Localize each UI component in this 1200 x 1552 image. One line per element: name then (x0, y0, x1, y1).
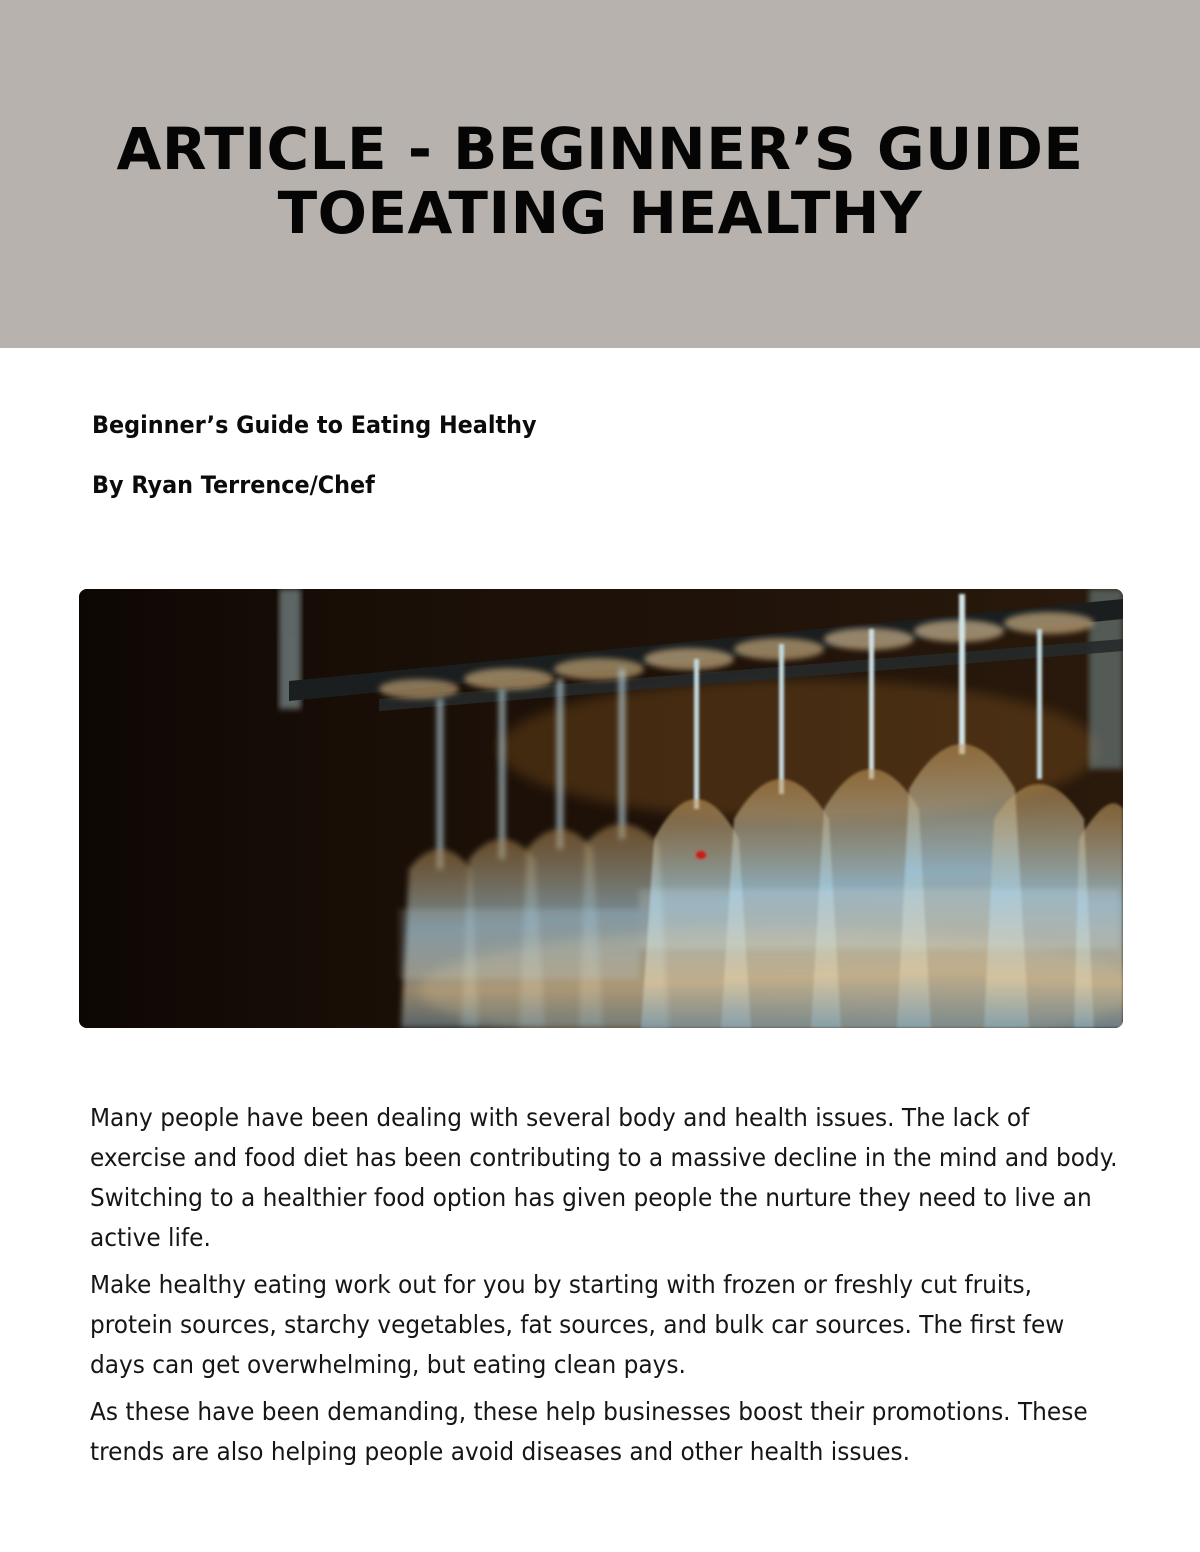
article-paragraph: As these have been demanding, these help businesses boost their promotions. These trends are also helping people avoid diseases and other health issues. (90, 1397, 1088, 1466)
article-paragraph: Make healthy eating work out for you by starting with frozen or freshly cut fruits, protein sources, starchy vegetables, fat sources, and bulk car sources. The first few days can get overwhelming, but eating clean pays. (90, 1270, 1065, 1379)
article-byline: By Ryan Terrence/Chef (92, 471, 375, 499)
article-subtitle: Beginner’s Guide to Eating Healthy (92, 411, 537, 439)
wine-glasses-illustration (79, 589, 1123, 1028)
header-banner (0, 0, 1200, 348)
wine-glasses-photo (79, 589, 1123, 1028)
page-title (0, 117, 1200, 245)
article-body (90, 1098, 1120, 1479)
page-title-line-1: ARTICLE - BEGINNER’S GUIDE (116, 115, 1084, 183)
page-title-line-2: TOEATING HEALTHY (277, 179, 923, 247)
article-paragraph: Many people have been dealing with several body and health issues. The lack of exercise and food diet has been contributing to a massive decline in the mind and body. Switching to a healthier food option has given people the nurture they need to live an active life. (90, 1103, 1118, 1252)
